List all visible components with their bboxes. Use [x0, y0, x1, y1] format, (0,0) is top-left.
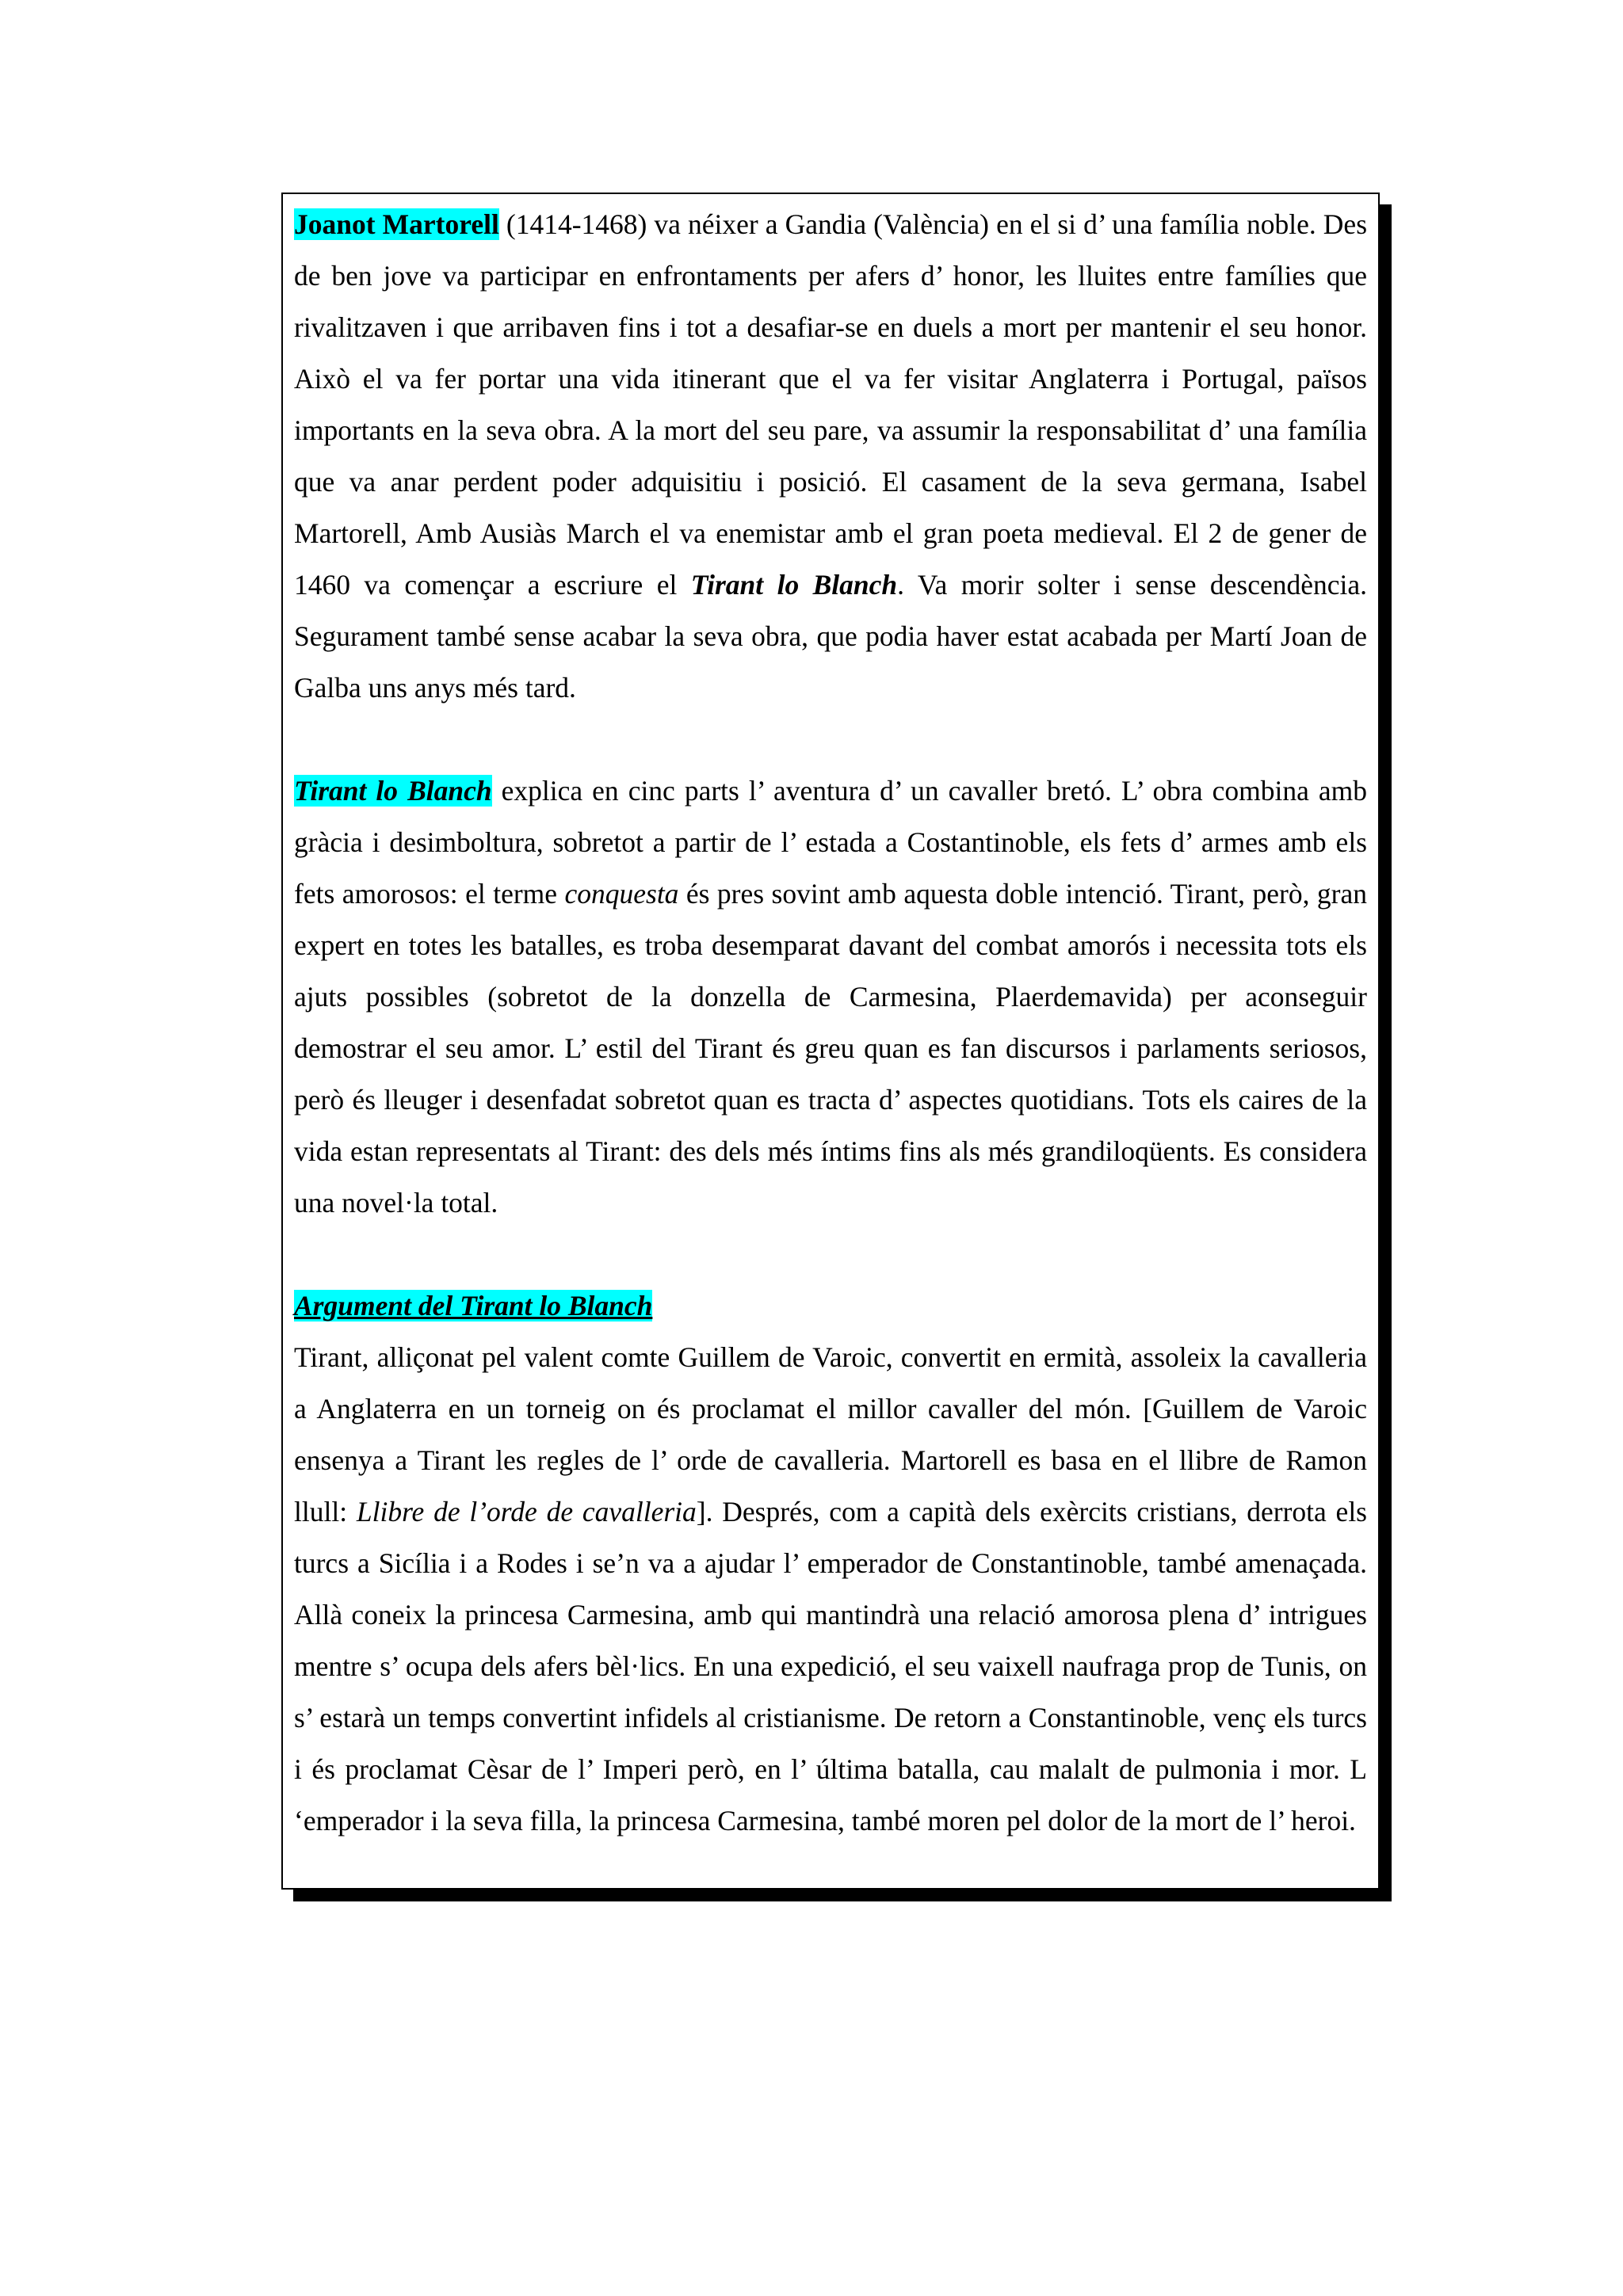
argument-text-part1: Tirant, alliçonat pel valent comte Guillem de Varoic, convertit en ermità, assoleix la cavalleria a Anglaterra en un torneig on és proclamat el millor cavaller del món. [Guillem de Varoic ensenya a Tirant les regles de l’ orde de cavalleria. Martorell es basa en el llibre de Ramon llull: [294, 1341, 1367, 1527]
argument-text-part2: ]. Després, com a capità dels exèrcits cristians, derrota els turcs a Sicília i a Rodes i se’n va a ajudar l’ emperador de Constantinoble, també amenaçada. Allà coneix la princesa Carmesina, amb qui mantindrà una relació amorosa plena d’ intrigues mentre s’ ocupa dels afers bèl·lics. En una expedició, el seu vaixell naufraga prop de Tunis, on s’ estarà un temps convertint infidels al cristianisme. De retorn a Constantinoble, venç els turcs i és proclamat Cèsar de l’ Imperi però, en l’ última batalla, cau malalt de pulmonia i mor. L ‘emperador i la seva filla, la princesa Carmesina, també moren pel dolor de la mort de l’ heroi. [294, 1496, 1367, 1836]
section-heading-argument [294, 1280, 1367, 1332]
book-title-inline: Llibre de l’orde de cavalleria [356, 1496, 697, 1527]
paragraph-spacer [294, 714, 1367, 765]
text-box-content [294, 199, 1367, 1847]
argument-heading: Argument del Tirant lo Blanch [294, 1290, 653, 1322]
work-title-highlight: Tirant lo Blanch [294, 775, 492, 807]
biography-text-part2: . Va morir solter i sense descendència. Segurament també sense acabar la seva obra, que podia haver estat acabada per Martí Joan de Galba uns anys més tard. [294, 569, 1367, 704]
description-text-part1: explica en cinc parts l’ aventura d’ un cavaller bretó. L’ obra combina amb gràcia i desimboltura, sobretot a partir de l’ estada a Costantinoble, els fets d’ armes amb els fets amorosos: el terme [294, 775, 1367, 910]
author-name-highlight: Joanot Martorell [294, 208, 499, 240]
paragraph-biography [294, 199, 1367, 714]
paragraph-spacer [294, 1229, 1367, 1280]
description-text-part2: és pres sovint amb aquesta doble intenció. Tirant, però, gran expert en totes les batalles, es troba desemparat davant del combat amorós i necessita tots els ajuts possibles (sobretot de la donzella de Carmesina, Plaerdemavida) per aconseguir demostrar el seu amor. L’ estil del Tirant és greu quan es fan discursos i parlaments seriosos, però és lleuger i desenfadat sobretot quan es tracta d’ aspectes quotidians. Tots els caires de la vida estan representats al Tirant: des dels més íntims fins als més grandiloqüents. Es considera una novel·la total. [294, 878, 1367, 1219]
paragraph-work-description [294, 765, 1367, 1229]
biography-text-part1: (1414-1468) va néixer a Gandia (València) en el si d’ una família noble. Des de ben jove va participar en enfrontaments per afers d’ honor, les lluites entre famílies que rivalitzaven i que arribaven fins i tot a desafiar-se en duels a mort per mantenir el seu honor. Això el va fer portar una vida itinerant que el va fer visitar Anglaterra i Portugal, països importants en la seva obra. A la mort del seu pare, va assumir la responsabilitat d’ una família que va anar perdent poder adquisitiu i posició. El casament de la seva germana, Isabel Martorell, Amb Ausiàs March el va enemistar amb el gran poeta medieval. El 2 de gener de 1460 va començar a escriure el [294, 208, 1368, 601]
work-title-inline: Tirant lo Blanch [690, 569, 898, 601]
paragraph-argument [294, 1332, 1367, 1847]
term-conquesta: conquesta [564, 878, 679, 910]
text-box [281, 193, 1380, 1890]
